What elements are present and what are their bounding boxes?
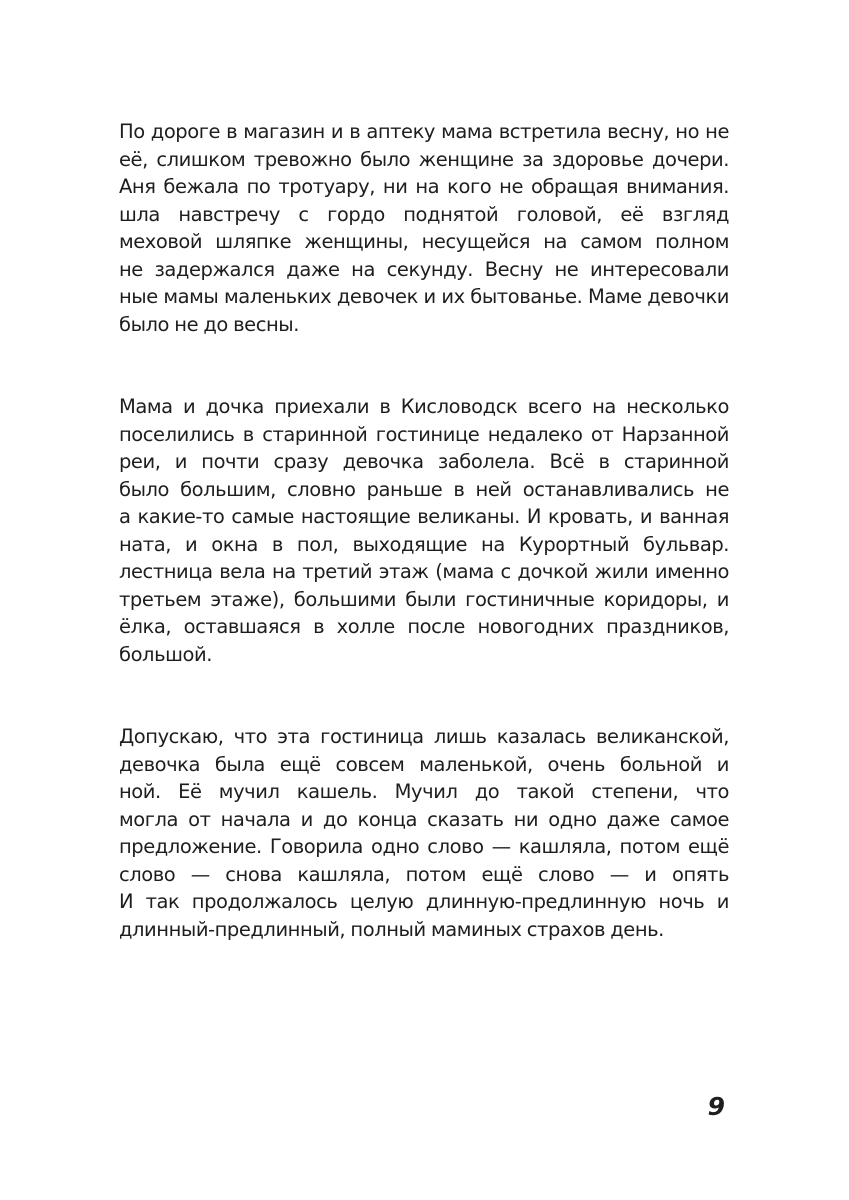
text-line: её, слишком тревожно было женщине за здоровье дочери. [119,147,729,171]
body-text [119,118,729,998]
text-line: предложение. Говорила одно слово — кашляла, потом ещё [119,835,729,858]
text-line: не задержался даже на секунду. Весну не интересовали [119,257,729,281]
text-line: было не до весны. [119,312,299,336]
text-line: большой. [119,642,212,666]
text-line: Мама и дочка приехали в Кисловодск всего на несколько [119,395,729,418]
page-number: 9 [707,1092,725,1121]
text-line: По дороге в магазин и в аптеку мама встретила весну, но не [119,120,729,143]
text-line: И так продолжалось целую длинную-предлинную ночь и [119,890,729,913]
paragraph-3 [119,723,729,943]
text-line: Допускаю, что эта гостиница лишь казалась великанской, [119,725,729,748]
text-line: длинный-предлинный, полный маминых страхов день. [119,917,664,941]
text-line: было большим, словно раньше в ней останавливались не [119,477,729,501]
text-line: Аня бежала по тротуару, ни на кого не обращая внимания. [119,175,729,198]
text-line: девочка была ещё совсем маленькой, очень больной и [119,752,729,776]
text-line: ёлка, оставшаяся в холле после новогодних праздников, [119,615,729,638]
paragraph-2 [119,393,729,668]
text-line: поселились в старинной гостинице недалеко от Нарзанной [119,422,729,446]
text-line: ные мамы маленьких девочек и их бытованье. Маме девочки [119,285,729,308]
text-line: ной. Её мучил кашель. Мучил до такой степени, что [119,780,729,803]
text-line: могла от начала и до конца сказать ни одно даже самое [119,807,729,831]
text-line: меховой шляпке женщины, несущейся на самом полном [119,230,729,253]
text-line: третьем этаже), большими были гостиничные коридоры, и [119,587,729,611]
text-line: реи, и почти сразу девочка заболела. Всё в старинной [119,450,729,473]
text-line: слово — снова кашляла, потом ещё слово — и опять [119,862,729,886]
text-line: лестница вела на третий этаж (мама с дочкой жили именно [119,560,729,583]
text-line: ната, и окна в пол, выходящие на Курортный бульвар. [119,532,729,556]
text-line: шла навстречу с гордо поднятой головой, её взгляд [119,202,729,226]
text-line: а какие-то самые настоящие великаны. И кровать, и ванная [119,505,729,528]
paragraph-1 [119,118,729,338]
